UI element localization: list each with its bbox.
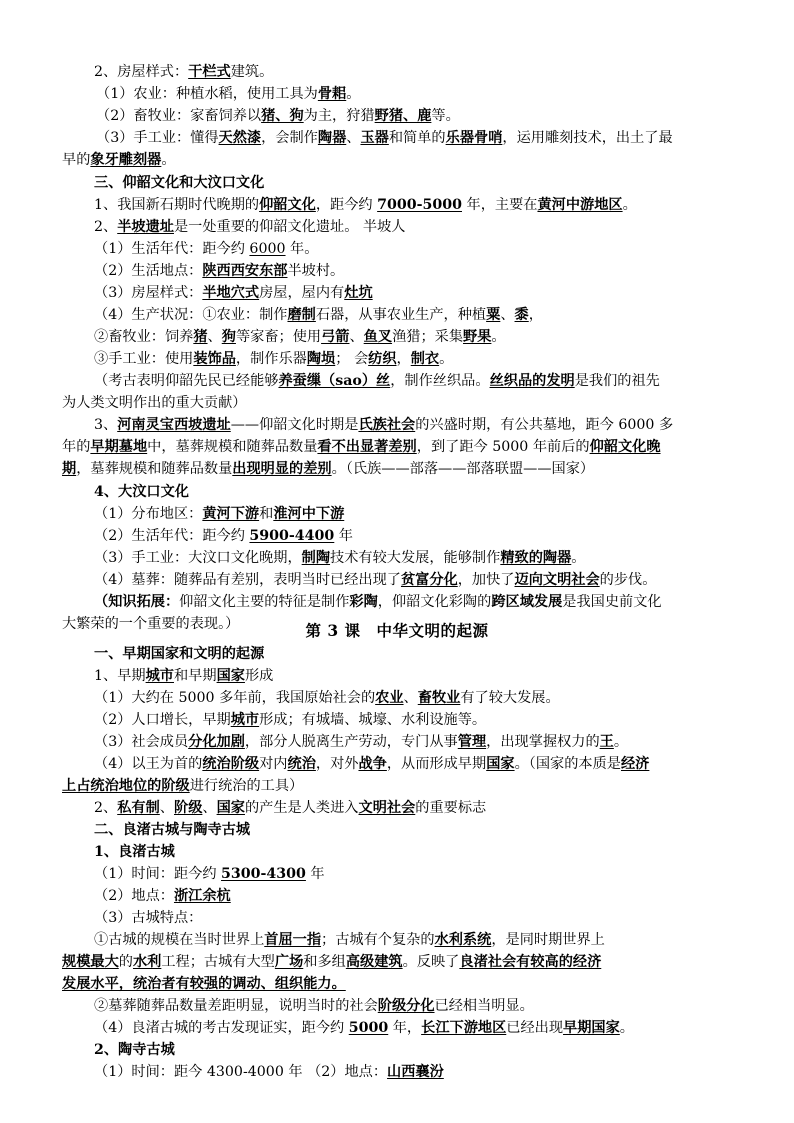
text-segment: ，: [396, 351, 411, 367]
text-segment: 工程；古城有大型: [161, 954, 275, 970]
key-term: 养蚕缫（sao）丝: [278, 373, 391, 389]
text-segment: ，运用雕刻技术，出土了最: [502, 130, 673, 146]
text-segment: （2）人口增长，早期: [94, 712, 231, 728]
text-line: [94, 304, 754, 326]
text-segment: ③手工业：使用: [94, 351, 194, 367]
bold-text: 4、大汶口文化: [94, 484, 189, 500]
key-term: 分化加剧: [188, 734, 245, 750]
text-line: [94, 863, 754, 885]
key-term: 农业: [375, 690, 404, 706]
key-term: 统治: [287, 756, 316, 772]
text-segment: 。: [571, 550, 586, 566]
text-line: [94, 194, 754, 216]
key-term: 畜牧业: [417, 690, 461, 706]
key-term: 城市: [230, 712, 260, 728]
text-line: [94, 929, 754, 951]
text-segment: 的重要标志: [415, 800, 487, 816]
text-segment: 2、: [94, 800, 118, 816]
key-term: 良渚社会有较高的经济: [459, 954, 602, 970]
text-segment: 、: [346, 130, 361, 146]
text-line: [94, 370, 754, 392]
text-segment: 、: [349, 329, 364, 345]
text-line: [62, 436, 754, 458]
text-segment: ①古城的规模在当时世界上: [94, 932, 265, 948]
text-segment: ，会制作: [261, 130, 318, 146]
text-line: [94, 348, 754, 370]
text-segment: 为主，狩猎: [303, 108, 375, 124]
text-segment: 年。: [285, 241, 319, 257]
text-segment: 是我们的祖先: [574, 373, 660, 389]
text-line: [62, 458, 754, 480]
text-segment: 对内: [259, 756, 288, 772]
key-term: 长江下游地区: [421, 1020, 507, 1036]
key-term: 磨制: [287, 307, 316, 323]
key-term: 私有制: [117, 800, 160, 816]
text-segment: ；古城有个复杂的: [321, 932, 435, 948]
text-segment: ，从而形成早期: [386, 756, 487, 772]
key-term: 国家: [216, 800, 245, 816]
key-term: 弓箭: [321, 329, 350, 345]
text-line: [94, 819, 754, 841]
text-segment: 是一处重要的仰韶文化遗址。 半坡人: [173, 219, 406, 235]
text-segment: 半坡村。: [287, 263, 345, 279]
text-segment: （2）地点：: [94, 888, 174, 904]
key-term: 半坡遗址: [117, 219, 174, 235]
key-term: 阶级分化: [377, 998, 435, 1014]
key-term: 经济: [620, 756, 650, 772]
text-segment: （3）房屋样式：: [94, 285, 203, 301]
text-segment: ——仰韶文化时期是: [230, 417, 359, 433]
text-line: [94, 665, 754, 687]
text-line: [94, 172, 754, 194]
text-segment: 和简单的: [388, 130, 446, 146]
text-segment: ； 会: [335, 351, 369, 367]
text-line: [62, 392, 754, 414]
text-segment: 。: [161, 152, 176, 168]
text-segment: （4）良渚古城的考古发现证实，距今约: [94, 1020, 349, 1036]
key-term: 山西襄汾: [387, 1064, 444, 1080]
key-term: 早期国家: [563, 1020, 620, 1036]
key-term: 广场: [274, 954, 304, 970]
text-segment: 年，主要在: [462, 197, 538, 213]
text-segment: （1）生活年代：距今约: [94, 241, 250, 257]
text-segment: 的兴盛时期，有公共墓地，距今 6000 多: [415, 417, 674, 433]
key-term: 丝织品的发明: [489, 373, 575, 389]
text-segment: （2）畜牧业：家畜饲养以: [96, 108, 262, 124]
text-segment: 。: [622, 197, 637, 213]
bold-text: 1、良渚古城: [94, 844, 175, 860]
key-term: 上占统治地位的阶级: [62, 778, 190, 794]
key-term: 制衣: [410, 351, 440, 367]
text-segment: 渔猎；采集: [392, 329, 464, 345]
text-line: [94, 216, 754, 238]
key-term: 统治阶级: [202, 756, 260, 772]
text-segment: 建筑。: [230, 64, 274, 80]
text-line: [96, 105, 754, 127]
text-line: [94, 709, 754, 731]
bold-text: 跨区域发展: [491, 594, 563, 610]
text-line: [62, 149, 754, 171]
text-segment: 。: [619, 1020, 634, 1036]
bold-text: 二、良渚古城与陶寺古城: [94, 822, 251, 838]
key-term: 管理: [457, 734, 487, 750]
key-term: 战争: [358, 756, 387, 772]
text-segment: 、: [202, 800, 217, 816]
text-segment: 。: [491, 329, 506, 345]
text-segment: ，墓葬规模和随葬品数量: [76, 461, 233, 477]
text-line: [94, 885, 754, 907]
key-term: 黄河中游地区: [537, 197, 623, 213]
key-term: 半地穴式: [202, 285, 260, 301]
key-term: 淮河中下游: [273, 506, 345, 522]
key-term: 6000: [249, 241, 286, 257]
key-term: 仰韶文化晚: [589, 439, 661, 455]
text-segment: 。（氏族——部落——部落联盟——国家）: [331, 461, 595, 477]
text-segment: （3）手工业：大汶口文化晚期，: [94, 550, 302, 566]
key-term: 7000-5000: [377, 197, 462, 213]
text-segment: 等。: [431, 108, 460, 124]
text-line: [94, 414, 754, 436]
key-term: 黄河下游: [202, 506, 260, 522]
text-segment: （4）墓葬：随葬品有差别，表明当时已经出现了: [94, 572, 401, 588]
text-segment: ，是同时期世界上: [491, 932, 605, 948]
text-line: [94, 525, 754, 547]
key-term: 城市: [145, 668, 174, 684]
text-segment: 进行统治的工具）: [189, 778, 304, 794]
text-line: [94, 569, 754, 591]
text-line: [94, 841, 754, 863]
text-segment: （4）生产状况：①农业：制作: [94, 307, 288, 323]
text-segment: 是我国史前文化: [562, 594, 662, 610]
text-segment: （1）分布地区：: [94, 506, 203, 522]
text-segment: 、: [159, 800, 174, 816]
text-line: [94, 1017, 754, 1039]
key-term: 看不出显著差别: [317, 439, 417, 455]
text-segment: 。: [346, 86, 361, 102]
key-term: 黍: [514, 307, 529, 323]
text-segment: 、: [403, 690, 418, 706]
text-line: [62, 951, 754, 973]
key-term: 阶级: [174, 800, 203, 816]
text-segment: ，加快了: [457, 572, 515, 588]
key-term: 期: [62, 461, 77, 477]
text-segment: 等家畜；使用: [235, 329, 322, 345]
text-segment: （2）生活年代：距今约: [94, 528, 250, 544]
text-segment: 年: [305, 866, 325, 882]
text-line: [94, 591, 754, 613]
text-segment: ②墓葬随葬品数量差距明显，说明当时的社会: [94, 998, 378, 1014]
key-term: 文明社会: [358, 800, 416, 816]
text-segment: （4）以王为首的: [94, 756, 203, 772]
text-line: [94, 1039, 754, 1061]
key-term: 象牙雕刻器: [90, 152, 162, 168]
key-term: 出现明显的差别: [232, 461, 332, 477]
text-line: [94, 61, 754, 83]
text-line: [94, 326, 754, 348]
text-segment: 。（国家的本质是: [514, 756, 621, 772]
key-term: 王: [599, 734, 614, 750]
text-segment: 的产生是人类进入: [244, 800, 359, 816]
text-segment: ，制作丝织品。: [390, 373, 490, 389]
key-term: 规模最大: [62, 954, 119, 970]
text-segment: 有了较大发展。: [460, 690, 560, 706]
bold-text: 彩陶: [349, 594, 378, 610]
bold-text: （知识拓展：: [94, 594, 180, 610]
text-line: [62, 775, 754, 797]
text-line: [94, 643, 754, 665]
text-segment: ，对外: [315, 756, 359, 772]
text-line: [94, 503, 754, 525]
text-line: [94, 753, 754, 775]
text-segment: ，到了距今 5000 年前后的: [416, 439, 590, 455]
text-line: [94, 1061, 754, 1083]
text-line: [62, 973, 754, 995]
key-term: 浙江余杭: [173, 888, 231, 904]
text-line: [96, 127, 754, 149]
key-term: 仰韶文化: [259, 197, 316, 213]
text-segment: （1）时间：距今约: [94, 866, 222, 882]
text-line: [94, 547, 754, 569]
key-term: 陕西西安东部: [202, 263, 288, 279]
text-segment: 年，: [388, 1020, 422, 1036]
text-line: [94, 260, 754, 282]
text-segment: 的步伐。: [599, 572, 657, 588]
text-segment: 年: [334, 528, 353, 544]
text-segment: 和早期: [173, 668, 217, 684]
key-term: 5900-4400: [249, 528, 335, 544]
text-segment: 的: [118, 954, 133, 970]
text-segment: 已经相当明显。: [434, 998, 534, 1014]
text-segment: （2）生活地点：: [94, 263, 203, 279]
key-term: 迈向文明社会: [514, 572, 600, 588]
text-segment: ，出现掌握权力的: [486, 734, 600, 750]
text-line: [94, 731, 754, 753]
key-term: 纺织: [368, 351, 397, 367]
text-segment: 形成；有城墙、城壕、水利设施等。: [259, 712, 487, 728]
text-segment: （3）古城特点：: [94, 910, 203, 926]
key-term: 干栏式: [188, 64, 231, 80]
key-term: 陶器: [317, 130, 347, 146]
key-term: 装饰品: [193, 351, 236, 367]
text-line: [94, 797, 754, 819]
text-segment: 技术有较大发展，能够制作: [330, 550, 501, 566]
text-segment: 第 3 课 中华文明的起源: [305, 621, 489, 640]
key-term: 粟: [486, 307, 501, 323]
text-segment: ，制作乐器: [235, 351, 307, 367]
key-term: 狗: [221, 329, 236, 345]
text-segment: （1）农业：种植水稻，使用工具为: [96, 86, 318, 102]
key-term: 水利系统: [434, 932, 492, 948]
key-term: 精致的陶器: [500, 550, 572, 566]
text-segment: 。反映了: [402, 954, 460, 970]
key-term: 鱼叉: [363, 329, 393, 345]
text-segment: ，部分人脱离生产劳动，专门从事: [244, 734, 458, 750]
key-term: 野果: [463, 329, 492, 345]
key-term: 乐器骨哨: [445, 130, 503, 146]
text-segment: 形成: [244, 668, 274, 684]
text-line: [94, 907, 754, 929]
text-segment: ②畜牧业：饲养: [94, 329, 194, 345]
text-line: [94, 282, 754, 304]
text-segment: 2、: [94, 219, 118, 235]
text-line: [94, 995, 754, 1017]
key-term: 制陶: [301, 550, 331, 566]
text-segment: 大繁荣的一个重要的表现。）: [62, 616, 240, 632]
text-segment: 、: [207, 329, 222, 345]
text-segment: ，: [528, 307, 543, 323]
bold-text: 2、陶寺古城: [94, 1042, 175, 1058]
key-term: 猪、狗: [261, 108, 304, 124]
key-term: 国家: [486, 756, 515, 772]
text-line: [94, 238, 754, 260]
text-segment: （3）手工业：懂得: [96, 130, 219, 146]
text-segment: 1、我国新石期时代晚期的: [94, 197, 260, 213]
text-segment: 已经出现: [506, 1020, 564, 1036]
bold-text: 一、早期国家和文明的起源: [94, 646, 265, 662]
key-term: 水利: [132, 954, 162, 970]
text-segment: （考古表明仰韶先民已经能够: [94, 373, 279, 389]
key-term: 早期墓地: [90, 439, 148, 455]
key-term: 河南灵宝西坡遗址: [117, 417, 231, 433]
key-term: 氏族社会: [358, 417, 416, 433]
key-term: 野猪、鹿: [374, 108, 432, 124]
text-segment: 和: [259, 506, 274, 522]
text-segment: 仰韶文化主要的特征是制作: [179, 594, 350, 610]
text-segment: 为人类文明作出的重大贡献）: [62, 395, 247, 411]
text-segment: 房屋，屋内有: [259, 285, 345, 301]
text-segment: ，仰韶文化彩陶的: [377, 594, 492, 610]
key-term: 5000: [348, 1020, 389, 1036]
text-segment: 早的: [62, 152, 91, 168]
key-term: 玉器: [360, 130, 389, 146]
key-term: 天然漆: [218, 130, 262, 146]
text-segment: ，距今约: [315, 197, 378, 213]
text-line: [94, 687, 754, 709]
lesson-title: [0, 620, 794, 642]
text-segment: 中，墓葬规模和随葬品数量: [147, 439, 318, 455]
text-segment: 1、早期: [94, 668, 146, 684]
text-segment: 3、: [94, 417, 118, 433]
key-term: 首屈一指: [264, 932, 322, 948]
key-term: 高级建筑: [345, 954, 403, 970]
text-line: [96, 83, 754, 105]
text-segment: 。: [439, 351, 454, 367]
key-term: 国家: [216, 668, 245, 684]
key-term: 贫富分化: [400, 572, 458, 588]
key-term: 灶坑: [344, 285, 373, 301]
text-segment: 年的: [62, 439, 91, 455]
text-segment: （1）时间：距今 4300-4000 年 （2）地点：: [94, 1064, 388, 1080]
bold-text: 三、仰韶文化和大汶口文化: [94, 175, 265, 191]
text-segment: 、: [500, 307, 515, 323]
key-term: 发展水平，统治者有较强的调动、组织能力。: [62, 976, 346, 992]
key-term: 骨耜: [317, 86, 347, 102]
key-term: 猪: [193, 329, 208, 345]
text-segment: （3）社会成员: [94, 734, 189, 750]
text-segment: 。: [613, 734, 629, 750]
key-term: 陶埙: [306, 351, 336, 367]
text-segment: 和多组: [303, 954, 346, 970]
text-segment: 石器，从事农业生产，种植: [315, 307, 487, 323]
text-line: [94, 481, 754, 503]
text-segment: 2、房屋样式：: [94, 64, 189, 80]
key-term: 5300-4300: [221, 866, 306, 882]
text-segment: （1）大约在 5000 多年前，我国原始社会的: [94, 690, 376, 706]
